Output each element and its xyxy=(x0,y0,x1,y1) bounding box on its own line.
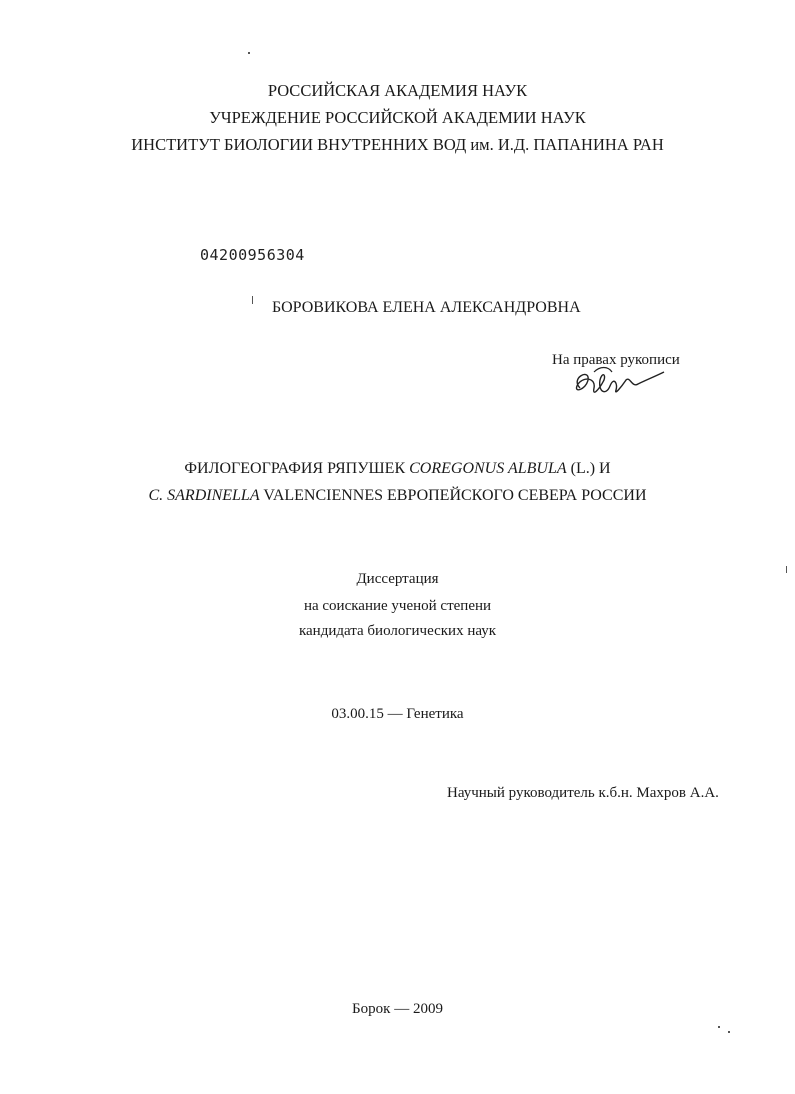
archive-number: 04200956304 xyxy=(200,246,305,264)
scan-speck xyxy=(252,296,253,304)
header-academy: РОССИЙСКАЯ АКАДЕМИЯ НАУК xyxy=(267,81,528,100)
title-suffix-2: VALENCIENNES ЕВРОПЕЙСКОГО СЕВЕРА РОССИИ xyxy=(259,487,647,504)
title-species-2: C. SARDINELLA xyxy=(148,487,260,504)
dissertation-field: кандидата биологических наук xyxy=(298,623,497,639)
dissertation-label: Диссертация xyxy=(356,571,439,587)
scan-speck xyxy=(786,566,787,573)
scan-speck xyxy=(728,1031,730,1033)
place-year: Борок — 2009 xyxy=(352,1001,443,1017)
scan-speck xyxy=(718,1026,720,1028)
specialty-code: 03.00.15 — Генетика xyxy=(331,706,464,722)
scan-speck xyxy=(248,52,250,54)
header-institute: ИНСТИТУТ БИОЛОГИИ ВНУТРЕННИХ ВОД им. И.Д. ПАПАНИНА РАН xyxy=(131,135,664,154)
thesis-title-line2 xyxy=(0,486,795,506)
dissertation-degree: на соискание ученой степени xyxy=(303,598,492,614)
thesis-title-line1 xyxy=(0,459,795,479)
author-name: БОРОВИКОВА ЕЛЕНА АЛЕКСАНДРОВНА xyxy=(272,299,581,316)
title-suffix-1: (L.) И xyxy=(566,460,611,477)
header-institution: УЧРЕЖДЕНИЕ РОССИЙСКОЙ АКАДЕМИИ НАУК xyxy=(209,108,586,127)
title-species-1: COREGONUS ALBULA xyxy=(409,460,567,477)
title-prefix: ФИЛОГЕОГРАФИЯ РЯПУШЕК xyxy=(184,460,410,477)
rights-note: На правах рукописи xyxy=(552,352,680,368)
supervisor: Научный руководитель к.б.н. Махров А.А. xyxy=(447,785,719,801)
signature-icon xyxy=(560,358,670,408)
